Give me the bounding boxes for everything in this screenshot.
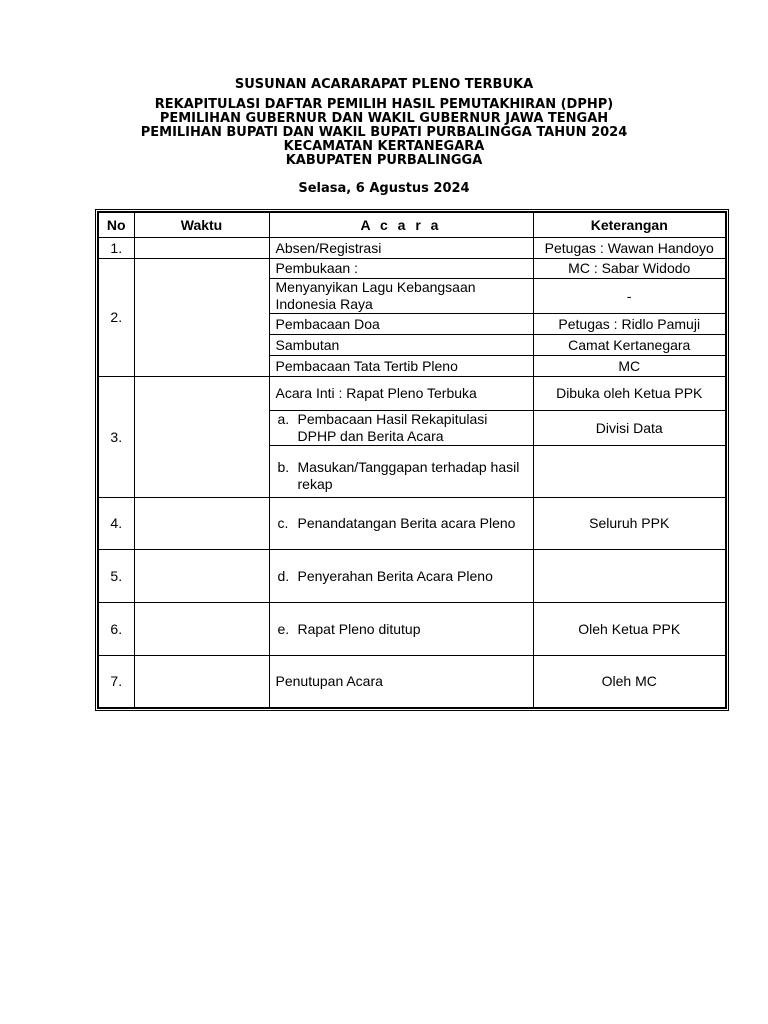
time-cell bbox=[134, 238, 269, 259]
acara-cell: Pembukaan : bbox=[269, 259, 533, 279]
agenda-table bbox=[97, 211, 727, 709]
acara-cell: Absen/Registrasi bbox=[269, 238, 533, 259]
table-row bbox=[98, 656, 726, 708]
column-header-waktu: Waktu bbox=[134, 212, 269, 238]
row-number: 1. bbox=[98, 238, 134, 259]
row-number: 6. bbox=[98, 603, 134, 656]
list-marker: d. bbox=[277, 567, 290, 584]
header-line: KECAMATAN KERTANEGARA bbox=[283, 139, 485, 154]
keterangan-cell bbox=[533, 446, 726, 498]
document-title: SUSUNAN ACARARAPAT PLENO TERBUKA bbox=[234, 77, 534, 92]
list-text: Penyerahan Berita Acara Pleno bbox=[297, 567, 493, 584]
time-cell bbox=[134, 550, 269, 603]
list-text: Masukan/Tanggapan terhadap hasil rekap bbox=[297, 458, 520, 492]
table-row bbox=[98, 377, 726, 411]
keterangan-cell: Petugas : Wawan Handoyo bbox=[533, 238, 726, 259]
row-number: 4. bbox=[98, 498, 134, 550]
acara-cell bbox=[269, 550, 533, 603]
list-item bbox=[276, 568, 527, 585]
acara-cell bbox=[269, 603, 533, 656]
keterangan-cell: Dibuka oleh Ketua PPK bbox=[533, 377, 726, 411]
acara-cell: Sambutan bbox=[269, 335, 533, 356]
time-cell bbox=[134, 377, 269, 498]
keterangan-cell: Oleh Ketua PPK bbox=[533, 603, 726, 656]
row-number: 5. bbox=[98, 550, 134, 603]
row-number: 7. bbox=[98, 656, 134, 708]
document-header bbox=[0, 98, 768, 168]
list-item bbox=[276, 411, 527, 445]
header-line: KABUPATEN PURBALINGGA bbox=[285, 153, 483, 168]
acara-cell: Pembacaan Doa bbox=[269, 314, 533, 335]
header-line: PEMILIHAN GUBERNUR DAN WAKIL GUBERNUR JAWA TENGAH bbox=[159, 111, 609, 126]
table-header-row bbox=[98, 212, 726, 238]
header-line: REKAPITULASI DAFTAR PEMILIH HASIL PEMUTAKHIRAN (DPHP) bbox=[154, 97, 614, 112]
acara-cell bbox=[269, 411, 533, 446]
keterangan-cell: MC : Sabar Widodo bbox=[533, 259, 726, 279]
time-cell bbox=[134, 656, 269, 708]
keterangan-cell: Divisi Data bbox=[533, 411, 726, 446]
time-cell bbox=[134, 259, 269, 377]
list-marker: b. bbox=[277, 458, 290, 475]
keterangan-cell: - bbox=[533, 279, 726, 314]
acara-cell: Pembacaan Tata Tertib Pleno bbox=[269, 356, 533, 377]
list-text: Pembacaan Hasil Rekapitulasi DPHP dan Berita Acara bbox=[297, 411, 488, 444]
acara-cell: Acara Inti : Rapat Pleno Terbuka bbox=[269, 377, 533, 411]
list-marker: a. bbox=[277, 411, 290, 427]
row-number: 3. bbox=[98, 377, 134, 498]
column-header-acara: A c a r a bbox=[269, 212, 533, 238]
list-text: Penandatangan Berita acara Pleno bbox=[297, 515, 516, 531]
acara-cell bbox=[269, 446, 533, 498]
column-header-no: No bbox=[98, 212, 134, 238]
table-row bbox=[98, 498, 726, 550]
event-date: Selasa, 6 Agustus 2024 bbox=[298, 181, 470, 196]
keterangan-cell: Seluruh PPK bbox=[533, 498, 726, 550]
time-cell bbox=[134, 603, 269, 656]
acara-cell: Penutupan Acara bbox=[269, 656, 533, 708]
list-item bbox=[276, 621, 527, 638]
acara-cell: Menyanyikan Lagu Kebangsaan Indonesia Raya bbox=[269, 279, 533, 314]
keterangan-cell bbox=[533, 550, 726, 603]
time-cell bbox=[134, 498, 269, 550]
keterangan-cell: Oleh MC bbox=[533, 656, 726, 708]
keterangan-cell: Camat Kertanegara bbox=[533, 335, 726, 356]
keterangan-cell: Petugas : Ridlo Pamuji bbox=[533, 314, 726, 335]
list-marker: c. bbox=[277, 515, 289, 531]
list-item bbox=[276, 459, 527, 493]
header-line: PEMILIHAN BUPATI DAN WAKIL BUPATI PURBALINGGA TAHUN 2024 bbox=[140, 125, 628, 140]
table-row bbox=[98, 550, 726, 603]
table-row bbox=[98, 259, 726, 279]
table-row bbox=[98, 603, 726, 656]
list-text: Rapat Pleno ditutup bbox=[297, 620, 421, 637]
keterangan-cell: MC bbox=[533, 356, 726, 377]
column-header-keterangan: Keterangan bbox=[533, 212, 726, 238]
list-marker: e. bbox=[277, 620, 290, 637]
table-row bbox=[98, 238, 726, 259]
row-number: 2. bbox=[98, 259, 134, 377]
acara-cell bbox=[269, 498, 533, 550]
list-item bbox=[276, 515, 527, 532]
